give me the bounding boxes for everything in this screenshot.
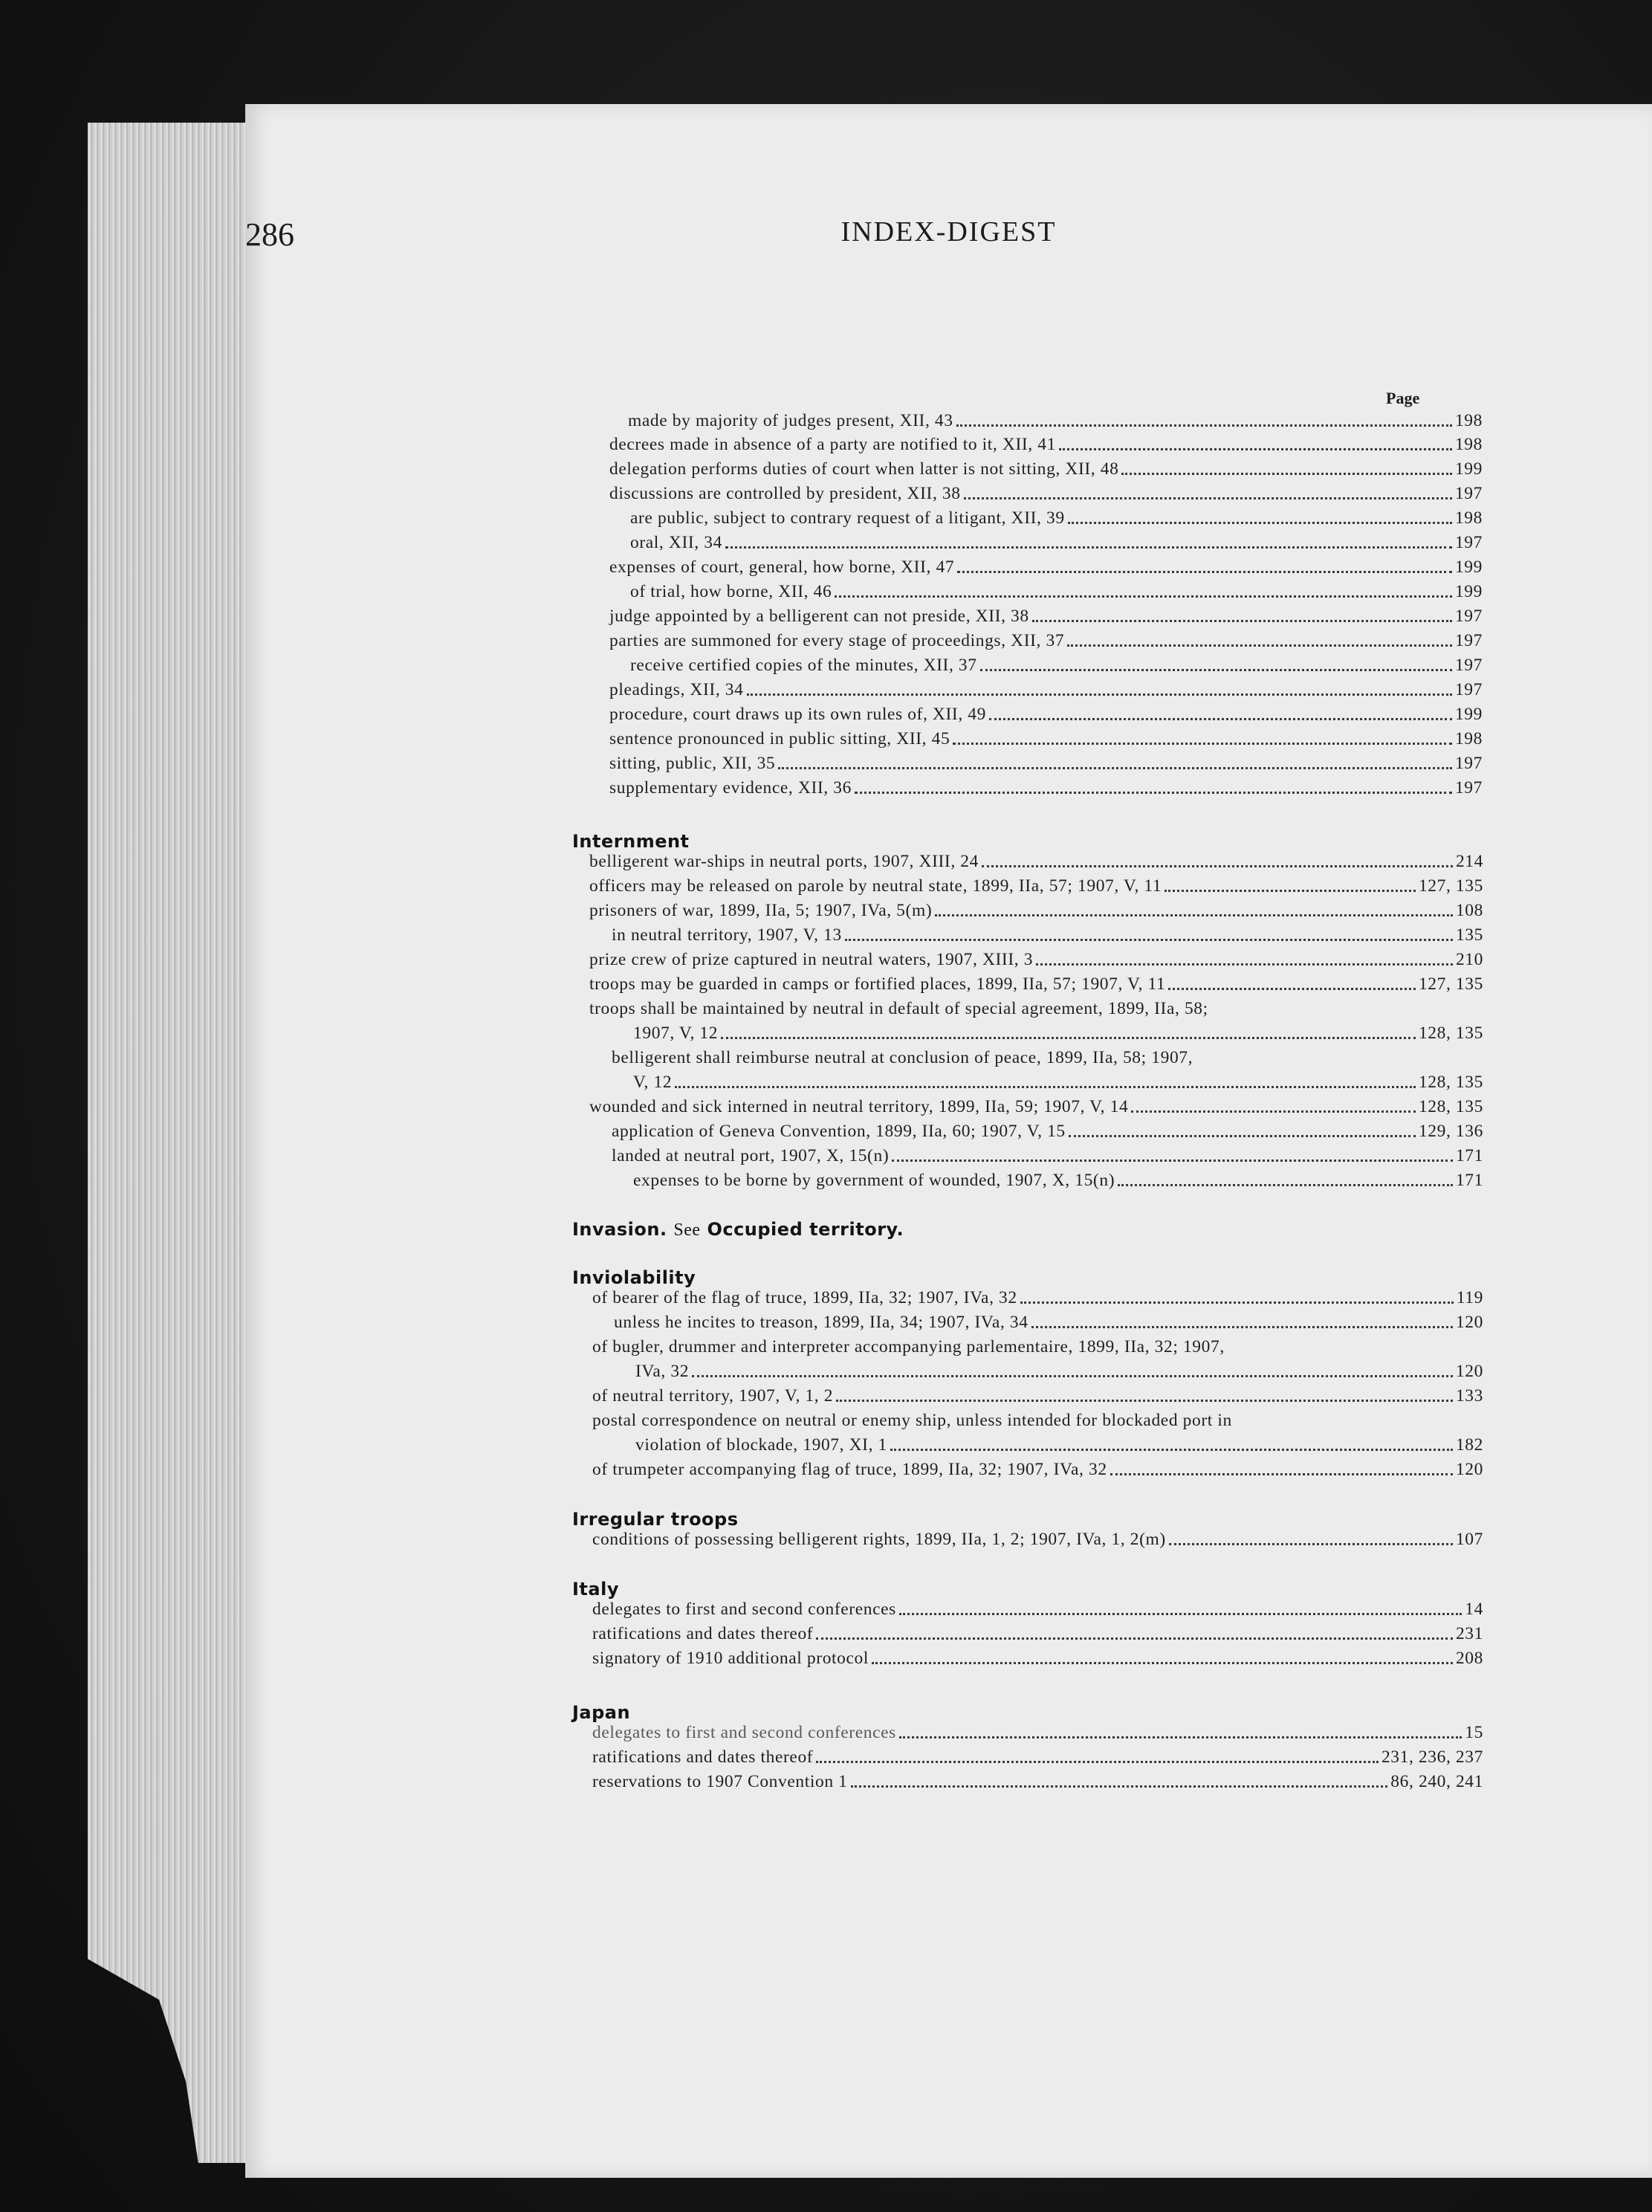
cross-reference: Occupied territory. xyxy=(707,1219,904,1240)
index-entry: sentence pronounced in public sitting, XII, 45 198 xyxy=(609,729,1483,748)
index-entry: reservations to 1907 Convention 1 86, 240, 241 xyxy=(592,1772,1483,1791)
index-entry: application of Geneva Convention, 1899, IIa, 60; 1907, V, 15 129, 136 xyxy=(612,1122,1483,1141)
page-column-heading: Page xyxy=(1386,389,1420,407)
section-heading-japan: Japan xyxy=(572,1702,631,1723)
index-entry-line: postal correspondence on neutral or enemy ship, unless intended for blockaded port in xyxy=(592,1411,1232,1430)
index-entry: of trial, how borne, XII, 46 199 xyxy=(630,582,1483,601)
index-entry-line: belligerent shall reimburse neutral at conclusion of peace, 1899, IIa, 58; 1907, xyxy=(612,1048,1193,1067)
index-entry: landed at neutral port, 1907, X, 15(n) 171 xyxy=(612,1146,1483,1165)
index-entry: in neutral territory, 1907, V, 13 135 xyxy=(612,925,1483,945)
section-heading-internment: Internment xyxy=(572,831,690,852)
index-entry: unless he incites to treason, 1899, IIa, 34; 1907, IVa, 34 120 xyxy=(614,1313,1483,1332)
index-entry-line: of bugler, drummer and interpreter accompanying parlementaire, 1899, IIa, 32; 1907, xyxy=(592,1337,1225,1356)
see-label: See xyxy=(673,1220,701,1240)
running-head: INDEX-DIGEST xyxy=(840,216,1057,248)
index-entry: V, 12 128, 135 xyxy=(633,1073,1483,1092)
index-entry: procedure, court draws up its own rules of, XII, 49 199 xyxy=(609,705,1483,724)
index-entry: troops may be guarded in camps or fortified places, 1899, IIa, 57; 1907, V, 11 127, 135 xyxy=(589,974,1483,994)
index-entry: violation of blockade, 1907, XI, 1 182 xyxy=(635,1435,1483,1455)
index-entry: made by majority of judges present, XII, 43 198 xyxy=(628,411,1483,430)
index-entry: belligerent war-ships in neutral ports, 1907, XIII, 24 214 xyxy=(589,852,1483,871)
index-entry: expenses of court, general, how borne, XII, 47 199 xyxy=(609,557,1483,577)
index-entry: delegation performs duties of court when latter is not sitting, XII, 48 199 xyxy=(609,459,1483,479)
invasion-heading: Invasion. xyxy=(572,1219,667,1240)
index-entry: receive certified copies of the minutes, XII, 37 197 xyxy=(630,656,1483,675)
index-entry: prisoners of war, 1899, IIa, 5; 1907, IVa, 5(m) 108 xyxy=(589,901,1483,920)
index-entry: ratifications and dates thereof 231, 236, 237 xyxy=(592,1747,1483,1767)
section-heading-italy: Italy xyxy=(572,1579,619,1600)
index-entry-line: troops shall be maintained by neutral in default of special agreement, 1899, IIa, 58; xyxy=(589,999,1208,1018)
index-entry: of trumpeter accompanying flag of truce, 1899, IIa, 32; 1907, IVa, 32 120 xyxy=(592,1460,1483,1479)
index-entry: ratifications and dates thereof 231 xyxy=(592,1624,1483,1643)
section-heading-invasion xyxy=(572,1219,904,1241)
index-entry: parties are summoned for every stage of proceedings, XII, 37 197 xyxy=(609,631,1483,650)
index-entry: officers may be released on parole by neutral state, 1899, IIa, 57; 1907, V, 11 127, 135 xyxy=(589,876,1483,896)
index-entry: discussions are controlled by president, XII, 38 197 xyxy=(609,484,1483,503)
index-entry: pleadings, XII, 34 197 xyxy=(609,680,1483,699)
index-entry: wounded and sick interned in neutral territory, 1899, IIa, 59; 1907, V, 14 128, 135 xyxy=(589,1097,1483,1116)
index-entry: supplementary evidence, XII, 36 197 xyxy=(609,778,1483,798)
index-entry: delegates to first and second conferences 15 xyxy=(592,1723,1483,1742)
page-number: 286 xyxy=(245,216,294,253)
index-entry: are public, subject to contrary request of a litigant, XII, 39 198 xyxy=(630,508,1483,528)
index-entry: 1907, V, 12 128, 135 xyxy=(633,1023,1483,1043)
index-entry: of bearer of the flag of truce, 1899, IIa, 32; 1907, IVa, 32 119 xyxy=(592,1288,1483,1307)
index-entry: of neutral territory, 1907, V, 1, 2 133 xyxy=(592,1386,1483,1406)
index-entry: delegates to first and second conferences 14 xyxy=(592,1600,1483,1619)
index-entry: decrees made in absence of a party are notified to it, XII, 41 198 xyxy=(609,435,1483,454)
index-entry: conditions of possessing belligerent rights, 1899, IIa, 1, 2; 1907, IVa, 1, 2(m) 107 xyxy=(592,1530,1483,1549)
section-heading-irregular-troops: Irregular troops xyxy=(572,1509,739,1530)
index-entry: oral, XII, 34 197 xyxy=(630,533,1483,552)
index-entry: prize crew of prize captured in neutral waters, 1907, XIII, 3 210 xyxy=(589,950,1483,969)
index-entry: expenses to be borne by government of wounded, 1907, X, 15(n) 171 xyxy=(633,1171,1483,1190)
index-entry: sitting, public, XII, 35 197 xyxy=(609,754,1483,773)
index-entry: IVa, 32 120 xyxy=(635,1362,1483,1381)
index-entry: judge appointed by a belligerent can not preside, XII, 38 197 xyxy=(609,607,1483,626)
index-entry: signatory of 1910 additional protocol 208 xyxy=(592,1649,1483,1668)
book-page-edges xyxy=(88,123,266,2163)
section-heading-inviolability: Inviolability xyxy=(572,1267,696,1288)
